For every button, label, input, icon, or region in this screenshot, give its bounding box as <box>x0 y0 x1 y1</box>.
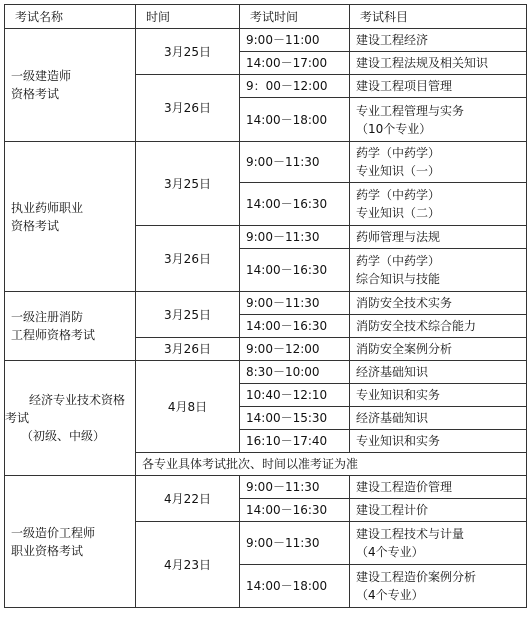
exam-date-cell: 3月25日 <box>136 29 240 75</box>
session-subject <box>350 52 527 75</box>
exam-name-line: 一级注册消防 <box>11 310 84 324</box>
exam-date-cell: 3月26日 <box>136 75 240 142</box>
subject-line: 经济基础知识 <box>356 365 429 379</box>
subject-line: 专业工程管理与实务 <box>356 103 465 118</box>
header-exam-time: 考试时间 <box>240 5 350 29</box>
table-row <box>5 292 527 315</box>
exam-name-line: （初级、中级） <box>21 429 106 443</box>
exam-name-line: 一级建造师 <box>11 69 72 83</box>
exam-name-cell <box>5 476 136 608</box>
session-subject <box>350 315 527 338</box>
header-subject: 考试科目 <box>350 5 527 29</box>
session-subject <box>350 338 527 361</box>
session-subject <box>350 183 527 226</box>
exam-name-line: 资格考试 <box>11 87 60 101</box>
session-time: 14:00－16:30 <box>240 499 350 522</box>
subject-line: 建设工程造价案例分析 <box>356 570 477 584</box>
subject-line: 药学（中药学） <box>356 146 441 160</box>
exam-date-cell: 4月23日 <box>136 522 240 608</box>
exam-date-cell: 3月25日 <box>136 142 240 226</box>
session-subject <box>350 75 527 98</box>
exam-name-line: 工程师资格考试 <box>11 328 96 342</box>
subject-line: （4个专业） <box>356 588 424 602</box>
subject-line: 消防安全技术综合能力 <box>356 319 477 333</box>
subject-line: 消防安全案例分析 <box>356 342 453 356</box>
subject-line: 建设工程项目管理 <box>356 79 453 93</box>
exam-name-cell <box>5 361 136 476</box>
session-subject <box>350 226 527 249</box>
exam-date-cell: 3月26日 <box>136 338 240 361</box>
subject-line: 建设工程技术与计量 <box>356 527 465 541</box>
session-time: 8:30－10:00 <box>240 361 350 384</box>
session-subject <box>350 292 527 315</box>
session-time: 16:10－17:40 <box>240 430 350 453</box>
subject-line: 药学（中药学） <box>356 254 441 268</box>
session-time: 9:00－11:30 <box>240 226 350 249</box>
session-time: 9:00－11:30 <box>240 292 350 315</box>
subject-line: 药师管理与法规 <box>356 230 441 244</box>
header-exam-name: 考试名称 <box>5 5 136 29</box>
header-date: 时间 <box>136 5 240 29</box>
session-time: 9:00－11:30 <box>240 522 350 565</box>
table-row <box>5 29 527 52</box>
exam-name-cell <box>5 29 136 142</box>
exam-name-line: 经济专业技术资格 <box>29 393 126 407</box>
exam-name-cell <box>5 142 136 292</box>
session-subject <box>350 249 527 292</box>
exam-name-line: 考试 <box>5 411 30 425</box>
exam-name-cell <box>5 292 136 361</box>
session-time: 9：00－12:00 <box>240 75 350 98</box>
session-time: 9:00－12:00 <box>240 338 350 361</box>
subject-line: 建设工程计价 <box>356 503 429 517</box>
subject-line: （4个专业） <box>356 545 424 559</box>
session-subject <box>350 476 527 499</box>
session-subject <box>350 384 527 407</box>
table-row <box>5 142 527 183</box>
session-subject <box>350 361 527 384</box>
session-subject <box>350 98 527 142</box>
exam-date-cell: 3月26日 <box>136 226 240 292</box>
session-subject <box>350 499 527 522</box>
session-subject <box>350 407 527 430</box>
subject-line: 专业知识和实务 <box>356 388 441 402</box>
session-time: 14:00－16:30 <box>240 183 350 226</box>
table-row <box>5 476 527 499</box>
subject-line: （10个专业） <box>356 121 432 136</box>
exam-date-cell: 3月25日 <box>136 292 240 338</box>
session-time: 14:00－17:00 <box>240 52 350 75</box>
exam-name-line: 一级造价工程师 <box>11 525 96 540</box>
subject-line: 药学（中药学） <box>356 188 441 202</box>
session-subject <box>350 565 527 608</box>
exam-name-line: 资格考试 <box>11 218 60 233</box>
schedule-note: 各专业具体考试批次、时间以准考证为准 <box>136 453 527 476</box>
subject-line: 消防安全技术实务 <box>356 296 453 310</box>
session-time: 14:00－16:30 <box>240 249 350 292</box>
session-time: 9:00－11:30 <box>240 142 350 183</box>
session-time: 14:00－18:00 <box>240 565 350 608</box>
subject-line: 建设工程法规及相关知识 <box>356 56 489 70</box>
exam-name-line: 执业药师职业 <box>11 200 84 215</box>
subject-line: 专业知识和实务 <box>356 434 441 448</box>
session-subject <box>350 29 527 52</box>
subject-line: 建设工程造价管理 <box>356 480 453 494</box>
subject-line: 经济基础知识 <box>356 411 429 425</box>
header-row <box>5 5 527 29</box>
subject-line: 专业知识（二） <box>356 206 441 220</box>
exam-date-cell: 4月22日 <box>136 476 240 522</box>
exam-name-line: 职业资格考试 <box>11 543 84 558</box>
subject-line: 建设工程经济 <box>356 33 429 47</box>
session-time: 14:00－18:00 <box>240 98 350 142</box>
session-time: 14:00－16:30 <box>240 315 350 338</box>
session-subject <box>350 430 527 453</box>
session-time: 9:00－11:30 <box>240 476 350 499</box>
session-time: 10:40－12:10 <box>240 384 350 407</box>
exam-schedule-table <box>4 4 527 608</box>
session-time: 9:00－11:00 <box>240 29 350 52</box>
table-row <box>5 361 527 384</box>
session-time: 14:00－15:30 <box>240 407 350 430</box>
subject-line: 综合知识与技能 <box>356 272 441 286</box>
exam-date-cell: 4月8日 <box>136 361 240 453</box>
session-subject <box>350 142 527 183</box>
session-subject <box>350 522 527 565</box>
subject-line: 专业知识（一） <box>356 164 441 178</box>
